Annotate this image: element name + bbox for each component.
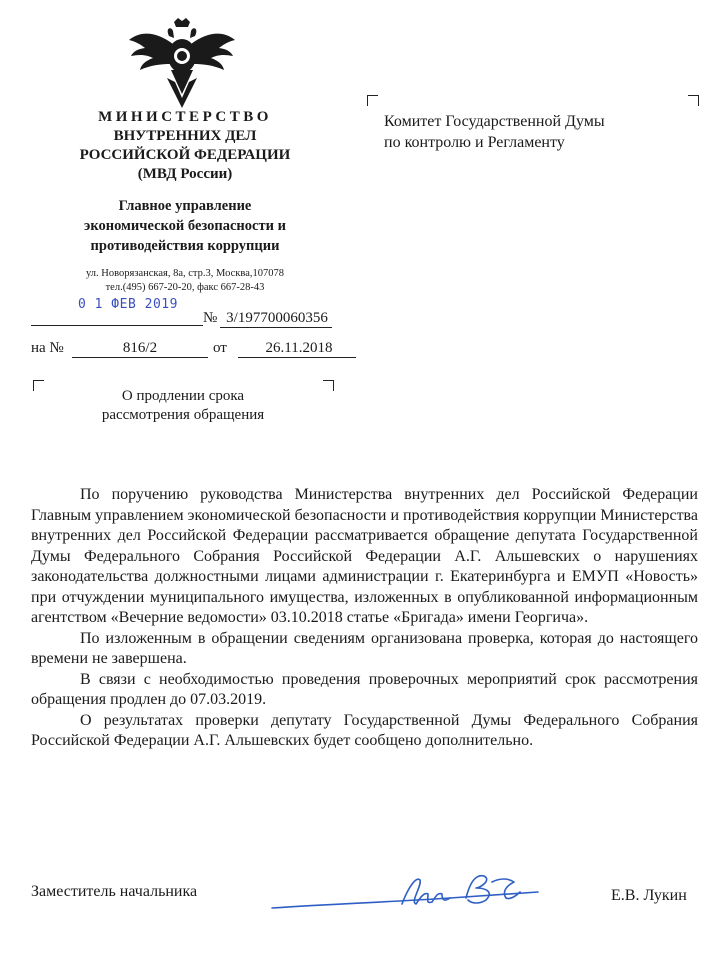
recipient [384, 111, 605, 153]
handwritten-signature [270, 868, 540, 918]
date-underline [31, 325, 203, 326]
department-line: экономической безопасности и [84, 218, 286, 234]
ministry-line: МИНИСТЕРСТВО [98, 109, 272, 125]
body-paragraph: По поручению руководства Министерства внутренних дел Российской Федерации Главным управлением экономической безопасности и противодействия коррупции Министерства внутренних дел Российской Федерации рассматривается обращение депутата Государственной Думы Федерального Собрания Российской Федерации А.Г. Альшевских о нарушениях законодательства должностными лицами администрации г. Екатеринбурга и ЕМУП «Новость» при отчуждении муниципального имущества, изложенных в опубликованной информационным агентством «Вечерние ведомости» 03.10.2018 статье «Бригада» имени Георгича». [31, 486, 698, 626]
recipient-corner-mark [367, 95, 378, 106]
subject [40, 387, 326, 425]
department-line: противодействия коррупции [90, 238, 280, 254]
signatory-name: Е.В. Лукин [611, 887, 687, 904]
letter-body [31, 485, 698, 752]
ministry-abbr: (МВД России) [137, 166, 233, 182]
department-line: Главное управление [118, 198, 252, 214]
subject-line: О продлении срока [121, 388, 245, 404]
reference-number: 816/2 [122, 340, 158, 356]
reference-date-underline [238, 357, 356, 358]
ministry-line: РОССИЙСКОЙ ФЕДЕРАЦИИ [79, 147, 291, 163]
address-line: тел.(495) 667-20-20, факс 667-28-43 [105, 282, 265, 293]
sender-address [60, 267, 310, 295]
signatory-title: Заместитель начальника [31, 883, 198, 900]
department-name [40, 196, 330, 256]
recipient-corner-mark [688, 95, 699, 106]
reference-underline [72, 357, 208, 358]
double-headed-eagle-emblem [127, 18, 237, 110]
number-underline [220, 327, 332, 328]
reference-date: 26.11.2018 [265, 340, 333, 356]
outgoing-number: 3/197700060356 [226, 310, 328, 326]
subject-line: рассмотрения обращения [101, 407, 265, 423]
address-line: ул. Новорязанская, 8а, стр.3, Москва,107078 [86, 268, 284, 279]
number-label: № [203, 310, 218, 326]
body-paragraph: О результатах проверки депутату Государственной Думы Федерального Собрания Российской Федерации А.Г. Альшевских будет сообщено дополнительно. [31, 711, 698, 749]
date-stamp: 0 1 ФЕВ 2019 [78, 297, 178, 312]
body-paragraph: По изложенным в обращении сведениям организована проверка, которая до настоящего времени не завершена. [31, 629, 698, 667]
ministry-line: ВНУТРЕННИХ ДЕЛ [113, 128, 257, 144]
recipient-line: Комитет Государственной Думы [384, 113, 605, 130]
recipient-line: по контролю и Регламенту [384, 134, 565, 151]
ministry-name [40, 108, 330, 184]
reference-date-label: от [213, 340, 227, 356]
reference-label: на № [31, 340, 64, 356]
body-paragraph: В связи с необходимостью проведения проверочных мероприятий срок рассмотрения обращения продлен до 07.03.2019. [31, 670, 698, 708]
